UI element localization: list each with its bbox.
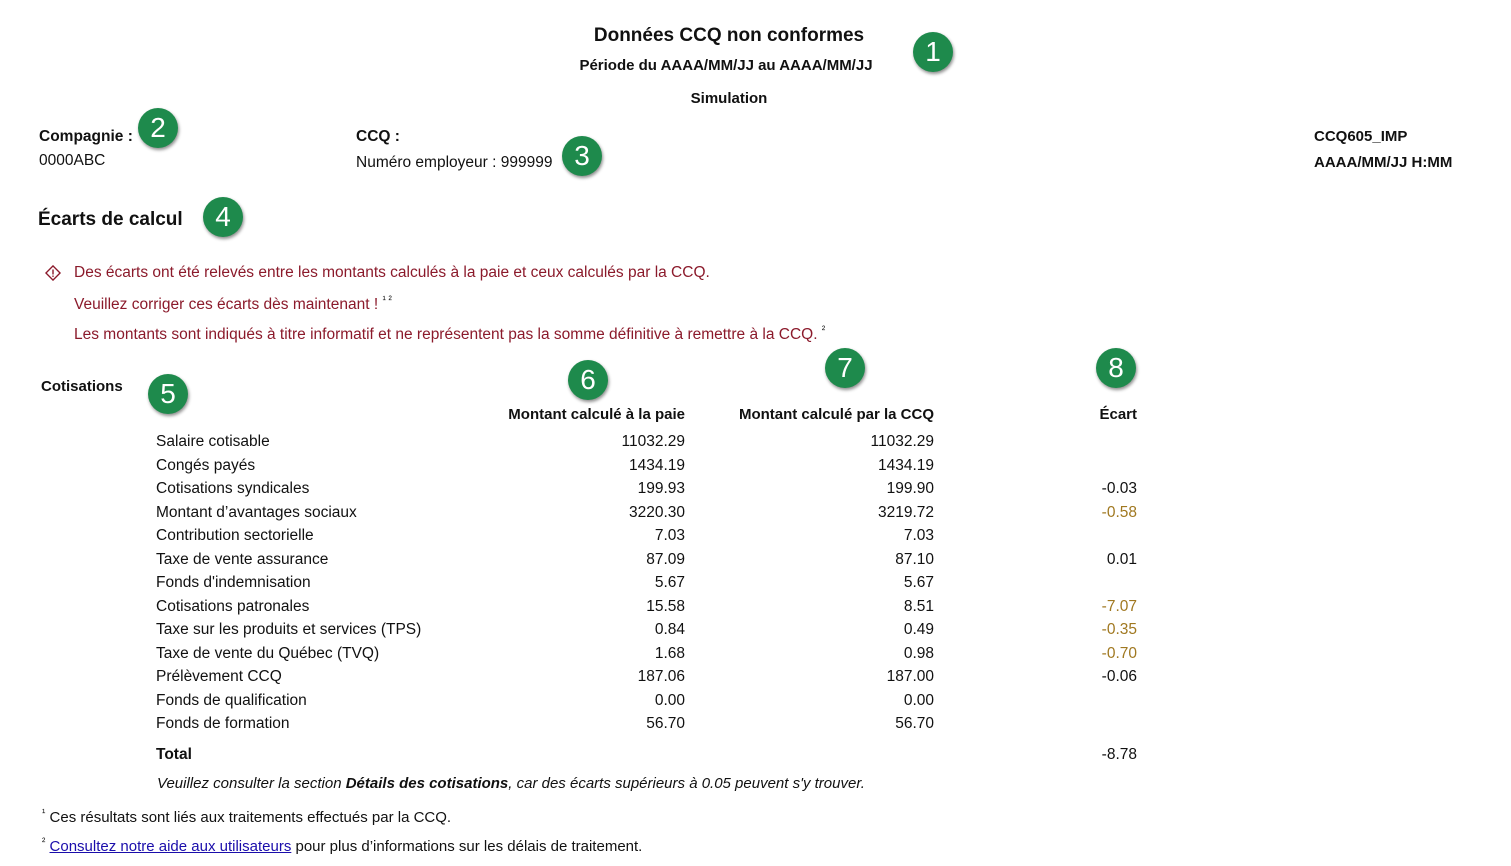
row-label: Fonds de qualification <box>156 691 307 709</box>
row-ccq-amount: 1434.19 <box>877 456 934 474</box>
row-label: Fonds d'indemnisation <box>156 574 311 591</box>
row-ccq-amount: 87.10 <box>895 550 934 568</box>
table-row <box>0 504 1511 527</box>
row-paie-amount: 199.93 <box>637 480 685 497</box>
section-title: Écarts de calcul <box>38 209 183 230</box>
row-paie-amount: 3220.30 <box>628 503 685 521</box>
header-ccq: Montant calculé par la CCQ <box>738 406 934 423</box>
row-paie-amount: 0.00 <box>654 691 685 709</box>
row-paie-amount: 15.58 <box>646 597 685 615</box>
badge-4: 4 <box>203 197 243 237</box>
table-row <box>0 692 1511 715</box>
row-ccq-amount: 0.00 <box>903 691 934 709</box>
cotisations-label: Cotisations <box>41 378 123 395</box>
badge-6: 6 <box>568 360 608 400</box>
row-paie-amount: 0.84 <box>654 621 685 638</box>
row-ecart: -0.35 <box>1101 621 1137 638</box>
row-ccq-amount: 0.98 <box>903 644 934 662</box>
footnote-1 <box>42 808 451 826</box>
row-label: Cotisations syndicales <box>156 480 310 497</box>
table-row <box>0 551 1511 574</box>
badge-5: 5 <box>148 374 188 414</box>
company-value: 0000ABC <box>39 152 106 169</box>
row-paie-amount: 56.70 <box>646 715 685 732</box>
row-ecart: -0.58 <box>1101 503 1137 521</box>
row-ecart: -0.03 <box>1101 480 1137 497</box>
row-ecart: 0.01 <box>1106 550 1137 568</box>
company-label: Compagnie : <box>39 128 133 145</box>
table-row <box>0 480 1511 503</box>
employer-number: Numéro employeur : 999999 <box>356 154 553 171</box>
details-note-bold: Détails des cotisations <box>345 775 509 792</box>
row-paie-amount: 87.09 <box>646 550 685 568</box>
row-label: Congés payés <box>156 456 256 474</box>
warning-line-3-sup: ² <box>821 325 826 336</box>
row-label: Prélèvement CCQ <box>156 668 282 685</box>
badge-2: 2 <box>138 108 178 148</box>
row-label: Taxe de vente du Québec (TVQ) <box>156 644 380 662</box>
report-mode: Simulation <box>690 90 768 107</box>
warning-line-3-text: Les montants sont indiqués à titre informatif et ne représentent pas la somme définitive à remettre à la CCQ. <box>74 326 818 344</box>
warning-line-1: Des écarts ont été relevés entre les montants calculés à la paie et ceux calculés par la CCQ. <box>74 264 710 281</box>
badge-8: 8 <box>1096 348 1136 388</box>
table-row <box>0 598 1511 621</box>
row-label: Contribution sectorielle <box>156 527 314 544</box>
row-label: Montant d’avantages sociaux <box>156 503 357 521</box>
badge-1: 1 <box>913 32 953 72</box>
row-ecart: -0.06 <box>1101 668 1137 685</box>
table-row <box>0 574 1511 597</box>
report-title: Données CCQ non conformes <box>593 25 865 46</box>
warning-line-2-sup: ¹ ² <box>382 295 392 306</box>
header-ecart: Écart <box>1099 406 1137 423</box>
report-period: Période du AAAA/MM/JJ au AAAA/MM/JJ <box>579 57 873 74</box>
footnote-1-mark: ¹ <box>42 808 46 819</box>
footnote-2-post: pour plus d’informations sur les délais de traitement. <box>291 838 643 855</box>
row-ccq-amount: 56.70 <box>895 715 934 732</box>
footnote-1-text: Ces résultats sont liés aux traitements effectués par la CCQ. <box>49 809 452 826</box>
row-ccq-amount: 5.67 <box>903 574 934 591</box>
row-label: Taxe sur les produits et services (TPS) <box>156 621 422 638</box>
table-row <box>0 715 1511 738</box>
row-label: Taxe de vente assurance <box>156 550 329 568</box>
badge-3: 3 <box>562 136 602 176</box>
row-ccq-amount: 7.03 <box>903 527 934 544</box>
row-ecart: -0.70 <box>1101 644 1137 662</box>
report-code: CCQ605_IMP <box>1314 128 1408 145</box>
table-row <box>0 433 1511 456</box>
row-ccq-amount: 11032.29 <box>870 433 934 450</box>
row-label: Salaire cotisable <box>156 433 270 450</box>
details-note-post: , car des écarts supérieurs à 0.05 peuvent s'y trouver. <box>508 775 865 792</box>
table-row <box>0 457 1511 480</box>
footnote-2-mark: ² <box>42 837 46 848</box>
table-row <box>0 645 1511 668</box>
report-datetime: AAAA/MM/JJ H:MM <box>1314 154 1453 171</box>
row-paie-amount: 5.67 <box>654 574 685 591</box>
ccq-label: CCQ : <box>356 128 400 145</box>
row-ccq-amount: 199.90 <box>886 480 934 497</box>
row-ecart: -7.07 <box>1101 597 1137 615</box>
row-paie-amount: 1.68 <box>654 644 685 662</box>
row-ccq-amount: 8.51 <box>903 597 934 615</box>
row-ccq-amount: 187.00 <box>886 668 934 685</box>
row-paie-amount: 187.06 <box>637 668 685 685</box>
warning-line-2-text: Veuillez corriger ces écarts dès maintenant ! <box>74 296 379 314</box>
row-paie-amount: 1434.19 <box>628 456 685 474</box>
footnote-2 <box>42 837 642 855</box>
row-paie-amount: 11032.29 <box>621 433 685 450</box>
badge-7: 7 <box>825 348 865 388</box>
row-ccq-amount: 0.49 <box>903 621 934 638</box>
table-row <box>0 668 1511 691</box>
row-ccq-amount: 3219.72 <box>877 503 934 521</box>
table-row <box>0 621 1511 644</box>
row-paie-amount: 7.03 <box>654 527 685 544</box>
row-label: Cotisations patronales <box>156 597 310 615</box>
row-label: Fonds de formation <box>156 715 290 732</box>
header-paie: Montant calculé à la paie <box>508 406 685 423</box>
table-row <box>0 527 1511 550</box>
user-help-link[interactable]: Consultez notre aide aux utilisateurs <box>49 838 292 855</box>
details-note-pre: Veuillez consulter la section <box>157 775 346 792</box>
details-note <box>157 775 865 792</box>
total-label: Total <box>156 746 192 763</box>
total-ecart: -8.78 <box>1101 746 1137 763</box>
